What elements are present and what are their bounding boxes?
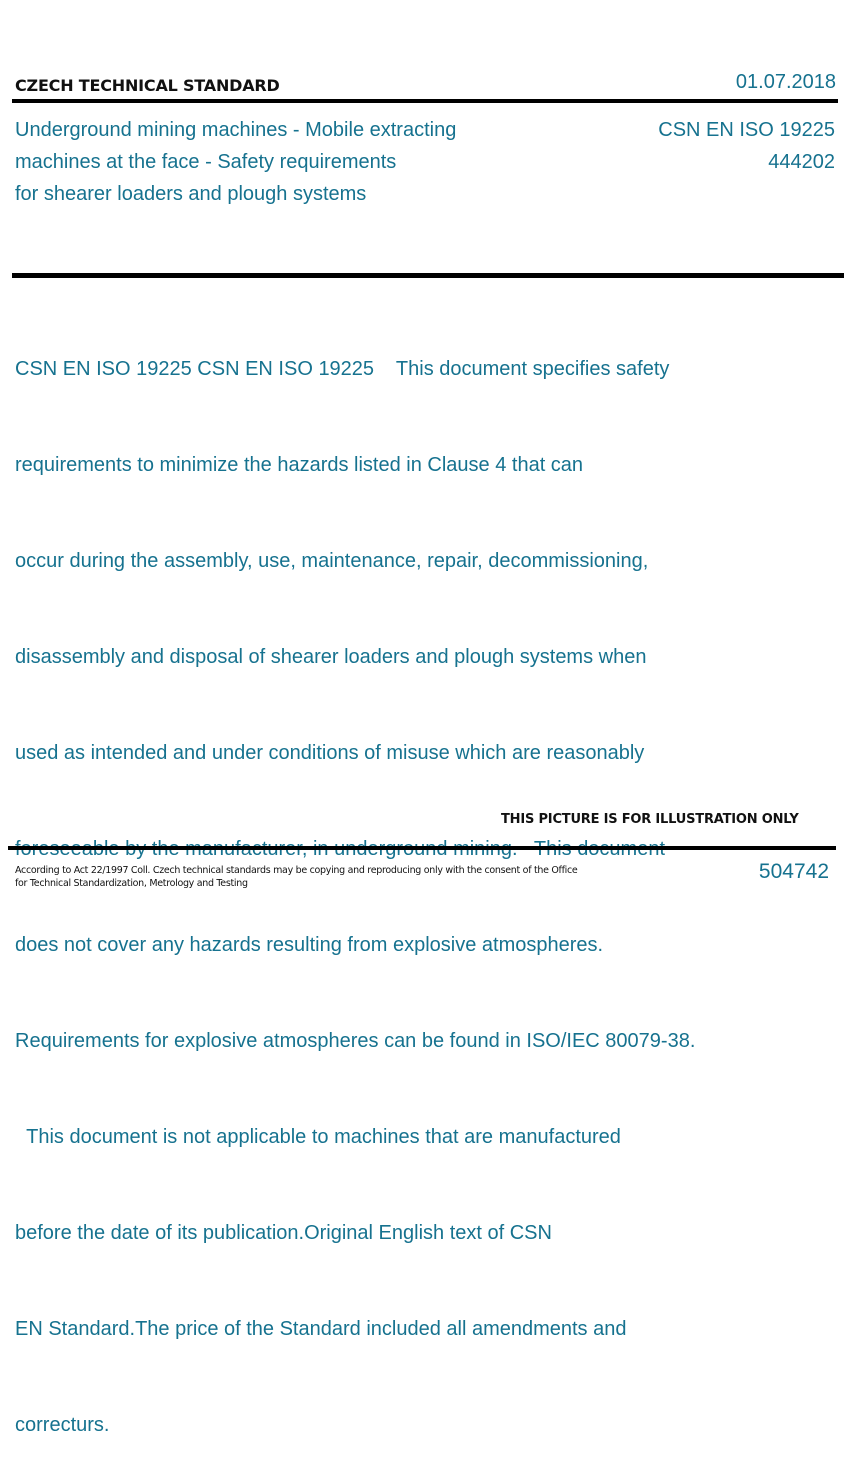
standard-title-line: Underground mining machines - Mobile extracting: [15, 119, 457, 141]
abstract-line: This document is not applicable to machines that are manufactured: [15, 1126, 621, 1148]
abstract-line: before the date of its publication.Original English text of CSN: [15, 1222, 552, 1244]
standard-identifiers: [658, 114, 835, 178]
abstract-line: CSN EN ISO 19225 CSN EN ISO 19225 This document specifies safety: [15, 358, 670, 380]
abstract-line: correcturs.: [15, 1414, 110, 1436]
legal-notice-line: According to Act 22/1997 Coll. Czech technical standards may be copying and reproducing only with the consent of the Office: [15, 865, 578, 876]
standard-title-line: machines at the face - Safety requirements: [15, 151, 397, 173]
classification-code: 444202: [768, 151, 835, 173]
abstract-line: requirements to minimize the hazards listed in Clause 4 that can: [15, 454, 584, 476]
abstract-line: Requirements for explosive atmospheres can be found in ISO/IEC 80079-38.: [15, 1030, 696, 1052]
legal-notice-line: for Technical Standardization, Metrology and Testing: [15, 877, 248, 889]
publication-date: 01.07.2018: [735, 71, 836, 93]
abstract-line: EN Standard.The price of the Standard included all amendments and: [15, 1318, 627, 1340]
abstract-line: used as intended and under conditions of misuse which are reasonably: [15, 742, 645, 764]
standard-designation: CSN EN ISO 19225: [658, 119, 835, 141]
abstract-line: occur during the assembly, use, maintenance, repair, decommissioning,: [15, 550, 649, 572]
legal-notice: [15, 865, 595, 890]
standard-title-line: for shearer loaders and plough systems: [15, 183, 367, 205]
title-divider: [12, 273, 844, 278]
illustration-notice: THIS PICTURE IS FOR ILLUSTRATION ONLY: [501, 812, 799, 827]
abstract-line: does not cover any hazards resulting from explosive atmospheres.: [15, 934, 604, 956]
standard-title: [15, 114, 575, 210]
footer-divider: [8, 846, 836, 850]
document-type-heading: CZECH TECHNICAL STANDARD: [15, 76, 280, 95]
document-number: 504742: [758, 860, 829, 883]
header-divider: [12, 99, 838, 103]
abstract-line: disassembly and disposal of shearer loaders and plough systems when: [15, 646, 647, 668]
